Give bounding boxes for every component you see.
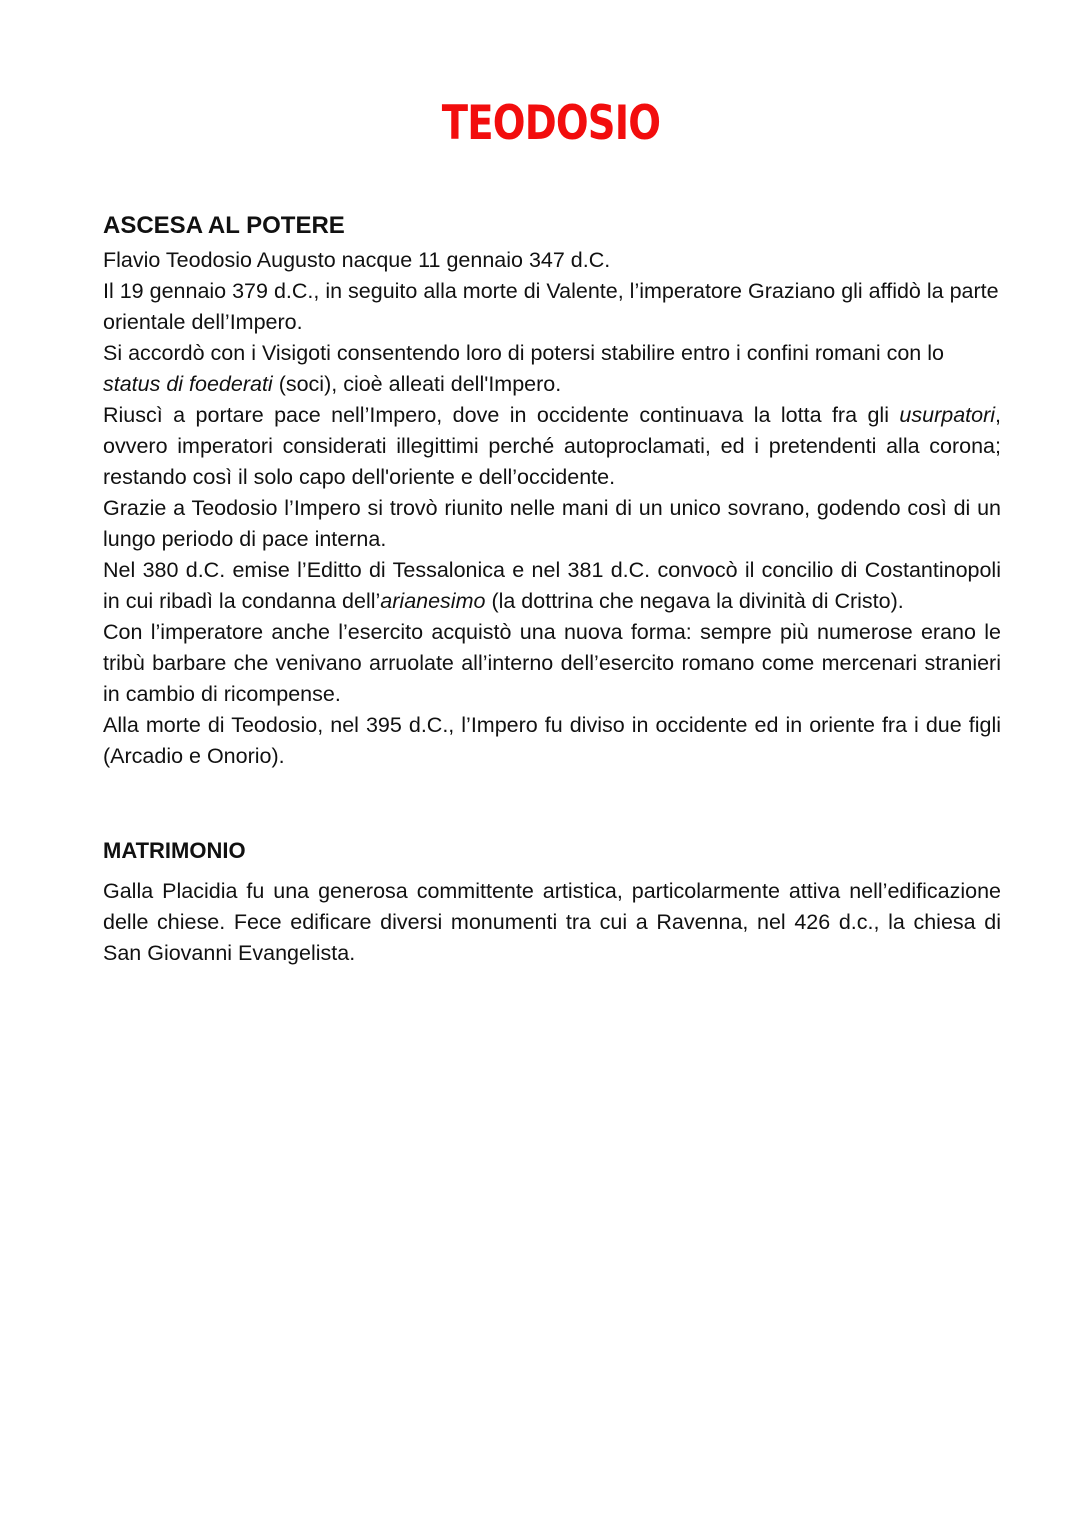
paragraph-birth xyxy=(103,245,1001,276)
paragraph-riunito xyxy=(103,493,1001,555)
text-span: Alla morte di Teodosio, nel 395 d.C., l’Impero fu diviso in occidente ed in oriente fra i due figli (Arcadio e Onorio). xyxy=(103,713,1001,768)
text-span: (la dottrina che negava la divinità di Cristo). xyxy=(485,589,904,613)
paragraph-graziano xyxy=(103,276,1001,338)
paragraph-visigoti xyxy=(103,338,1001,400)
paragraph-editto xyxy=(103,555,1001,617)
text-span: Con l’imperatore anche l’esercito acquistò una nuova forma: sempre più numerose erano le tribù barbare che venivano arruolate all’interno dell’esercito romano come mercenari stranieri in cambio di ricompense. xyxy=(103,620,1001,706)
text-span: Grazie a Teodosio l’Impero si trovò riunito nelle mani di un unico sovrano, godendo così di un lungo periodo di pace interna. xyxy=(103,496,1001,551)
text-span: Si accordò con i Visigoti consentendo loro di potersi stabilire entro i confini romani con lo xyxy=(103,341,944,365)
emphasis-text: arianesimo xyxy=(380,589,486,613)
paragraph-esercito xyxy=(103,617,1001,710)
emphasis-text: usurpatori xyxy=(899,403,996,427)
section-heading: ASCESA AL POTERE xyxy=(103,212,345,239)
section-heading: MATRIMONIO xyxy=(103,838,246,863)
text-span: Flavio Teodosio Augusto nacque 11 gennaio 347 d.C. xyxy=(103,248,611,272)
section-matrimonio xyxy=(103,834,1001,969)
page-title: TEODOSIO xyxy=(441,96,661,151)
text-span: Nel 380 d.C. emise l’Editto di Tessalonica e nel 381 d.C. convocò il concilio di Costantinopoli in cui ribadì la condanna dell’ xyxy=(103,558,1001,613)
paragraph-usurpatori xyxy=(103,400,1001,493)
paragraph-morte xyxy=(103,710,1001,772)
text-span: Galla Placidia fu una generosa committente artistica, particolarmente attiva nell’edificazione delle chiese. Fece edificare diversi monumenti tra cui a Ravenna, nel 426 d.c., la chiesa di San Giovanni Evangelista. xyxy=(103,879,1001,965)
text-span: Riuscì a portare pace nell’Impero, dove in occidente continuava la lotta fra gli xyxy=(103,403,900,427)
section-ascesa-al-potere xyxy=(103,209,1001,772)
emphasis-text: status di foederati xyxy=(103,372,273,396)
paragraph-galla-placidia xyxy=(103,876,1001,969)
text-span: , ovvero imperatori considerati illegittimi perché autoproclamati, ed i pretendenti alla corona; restando così il solo capo dell'oriente e dell’occidente. xyxy=(103,403,1001,489)
text-span: (soci), cioè alleati dell'Impero. xyxy=(272,372,562,396)
text-span: Il 19 gennaio 379 d.C., in seguito alla morte di Valente, l’imperatore Graziano gli affidò la parte orientale dell’Impero. xyxy=(103,279,999,334)
